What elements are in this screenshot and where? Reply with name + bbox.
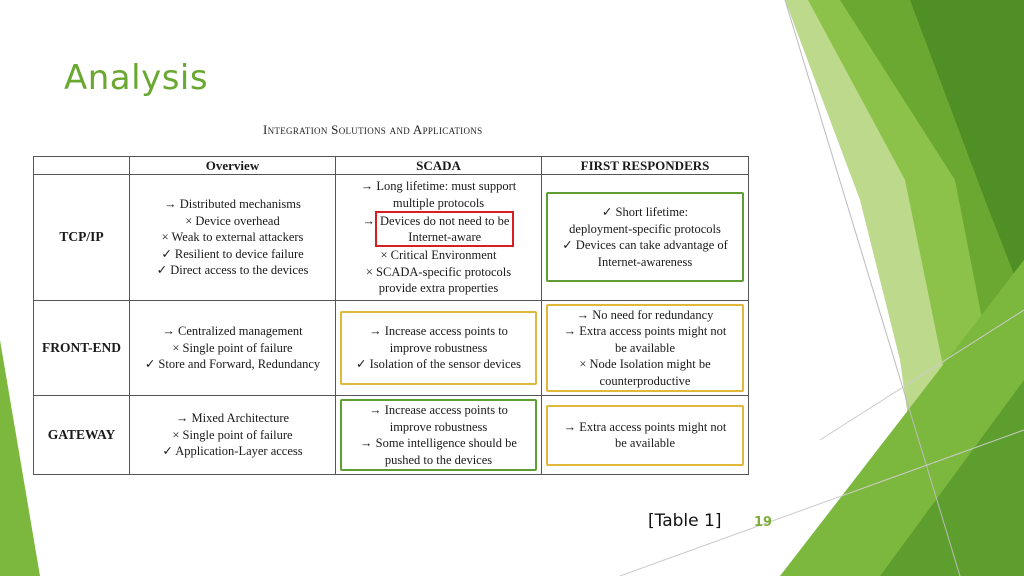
gateway-responders-cell bbox=[542, 396, 749, 475]
cell-line: × Single point of failure bbox=[172, 340, 293, 355]
cell-line: → Mixed Architecture bbox=[175, 411, 290, 426]
green-highlight-box bbox=[340, 399, 537, 471]
yellow-highlight-box bbox=[546, 304, 744, 393]
yellow-highlight-box bbox=[340, 311, 537, 385]
green-highlight-box bbox=[546, 192, 744, 282]
cell-line: ✓ Store and Forward, Redundancy bbox=[144, 357, 321, 371]
cell-line: be available bbox=[614, 340, 676, 355]
cell-line: Internet-awareness bbox=[597, 254, 693, 269]
gateway-scada-cell bbox=[336, 396, 542, 475]
header-blank bbox=[34, 157, 130, 175]
header-first-responders: FIRST RESPONDERS bbox=[542, 157, 749, 175]
cell-line: × Critical Environment bbox=[380, 248, 497, 262]
red-highlight-box bbox=[375, 211, 514, 247]
cell-line: ✓ Devices can take advantage of bbox=[562, 238, 728, 253]
cell-line: counterproductive bbox=[599, 373, 691, 388]
cell-line: provide extra properties bbox=[378, 281, 499, 295]
cell-line: ✓ Application-Layer access bbox=[162, 444, 303, 459]
cell-line: → Increase access points to bbox=[369, 324, 508, 338]
table-header-row bbox=[34, 157, 749, 175]
table-caption: Integration Solutions and Applications bbox=[263, 122, 483, 137]
cell-line: → Extra access points might not bbox=[563, 324, 727, 338]
yellow-highlight-box bbox=[546, 405, 744, 466]
cell-line: improve robustness bbox=[389, 340, 488, 355]
header-overview: Overview bbox=[130, 157, 336, 175]
frontend-overview-cell bbox=[130, 300, 336, 396]
cell-line: → Increase access points to bbox=[369, 403, 508, 417]
cell-line: multiple protocols bbox=[392, 195, 485, 210]
cell-line: deployment-specific protocols bbox=[569, 221, 721, 236]
integration-table bbox=[33, 156, 749, 475]
cell-line: ✓ Resilient to device failure bbox=[161, 246, 304, 261]
highlighted-line bbox=[342, 211, 535, 247]
cell-line: → No need for redundancy bbox=[576, 307, 714, 322]
cell-line: Internet-aware bbox=[408, 230, 482, 244]
cell-line: ✓ Short lifetime: bbox=[601, 205, 689, 220]
cell-line: × Device overhead bbox=[185, 213, 280, 228]
row-label-tcpip: TCP/IP bbox=[34, 175, 130, 301]
slide-title: Analysis bbox=[64, 58, 209, 98]
cell-line: → Centralized management bbox=[162, 324, 303, 338]
cell-line: × Weak to external attackers bbox=[161, 230, 304, 244]
cell-line: ✓ Direct access to the devices bbox=[156, 263, 309, 277]
table-row bbox=[34, 396, 749, 475]
arrow-marker: → bbox=[362, 214, 375, 228]
table-row bbox=[34, 175, 749, 301]
row-label-gateway: GATEWAY bbox=[34, 396, 130, 475]
table-row bbox=[34, 300, 749, 396]
cell-line: pushed to the devices bbox=[384, 452, 493, 467]
cell-line: → Extra access points might not bbox=[563, 419, 727, 434]
cell-line: × Node Isolation might be bbox=[579, 357, 711, 371]
page-number: 19 bbox=[754, 515, 773, 530]
cell-line: → Long lifetime: must support bbox=[360, 179, 517, 193]
cell-line: → Distributed mechanisms bbox=[164, 197, 301, 211]
cell-line: Devices do not need to be bbox=[380, 214, 510, 228]
tcpip-responders-cell bbox=[542, 175, 749, 301]
frontend-responders-cell bbox=[542, 300, 749, 396]
gateway-overview-cell bbox=[130, 396, 336, 475]
tcpip-overview-cell bbox=[130, 175, 336, 301]
frontend-scada-cell bbox=[336, 300, 542, 396]
table-reference: [Table 1] bbox=[648, 511, 722, 531]
cell-line: × SCADA-specific protocols bbox=[365, 264, 512, 279]
row-label-front-end: FRONT-END bbox=[34, 300, 130, 396]
cell-line: be available bbox=[614, 436, 676, 450]
header-scada: SCADA bbox=[336, 157, 542, 175]
cell-line: × Single point of failure bbox=[172, 427, 293, 442]
tcpip-scada-cell bbox=[336, 175, 542, 301]
cell-line: → Some intelligence should be bbox=[360, 436, 517, 450]
cell-line: ✓ Isolation of the sensor devices bbox=[356, 357, 521, 371]
cell-line: improve robustness bbox=[389, 419, 488, 434]
